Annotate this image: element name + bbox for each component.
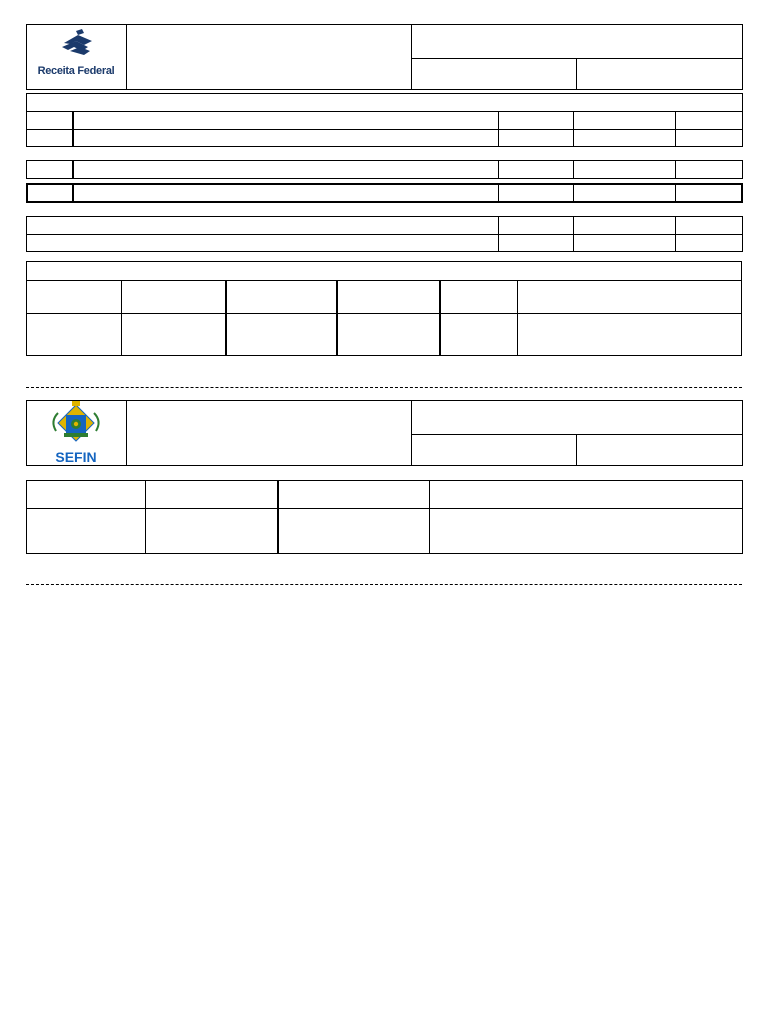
payment-table <box>26 280 742 356</box>
payment-title-bar <box>26 261 742 281</box>
receita-federal-logo <box>26 25 126 89</box>
cut-line-bottom <box>26 584 742 585</box>
totals-table <box>26 216 743 252</box>
items-table-c <box>26 183 743 203</box>
form-header <box>26 24 743 90</box>
receita-federal-wordmark: Receita Federal <box>37 65 115 77</box>
cut-line-top <box>26 387 742 388</box>
stub-header <box>26 400 743 466</box>
items-table-b <box>26 160 743 179</box>
stub-table <box>26 480 743 554</box>
section-title-bar <box>26 93 743 112</box>
sefin-wordmark: SEFIN <box>55 449 97 465</box>
sefin-coat-of-arms-icon <box>26 401 126 449</box>
sefin-logo <box>26 401 126 465</box>
receita-federal-emblem-icon <box>26 25 126 65</box>
items-table-a <box>26 111 743 147</box>
